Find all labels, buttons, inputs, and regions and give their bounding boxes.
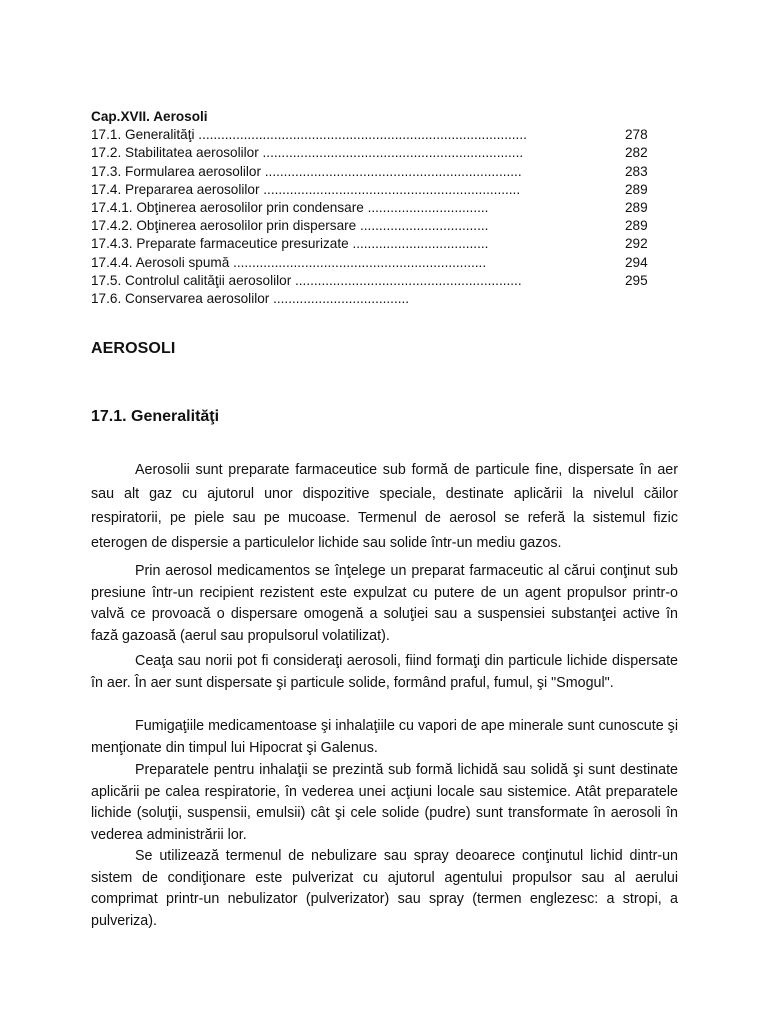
toc-entry-label: 17.4.1. Obţinerea aerosolilor prin condensare ................................ <box>91 199 489 215</box>
body-paragraph: Prin aerosol medicamentos se înţelege un preparat farmaceutic al cărui conţinut sub presiune într-un recipient rezistent este expulzat cu putere de un agent propulsor printr-o valvă ce provoacă o dispersare omogenă a soluţiei sau a suspensiei substanţei active în fază gazoasă (aerul sau propulsorul volatilizat). <box>91 563 678 644</box>
toc-entry-label: 17.4.3. Preparate farmaceutice presurizate .................................... <box>91 236 489 252</box>
toc-entry-label: 17.5. Controlul calităţii aerosolilor ............................................................ <box>91 272 522 288</box>
toc-entry-page: 283 <box>625 163 648 179</box>
toc-entry <box>91 290 661 308</box>
toc-entry <box>91 199 661 217</box>
body-paragraph: Fumigaţiile medicamentoase şi inhalaţiile cu vapori de ape minerale sunt cunoscute şi menţionate din timpul lui Hipocrat şi Galenus. <box>91 718 678 756</box>
toc-heading: Cap.XVII. Aerosoli <box>91 109 208 124</box>
toc-entry <box>91 126 661 144</box>
toc-entry-label: 17.4. Prepararea aerosolilor .................................................................... <box>91 181 521 197</box>
toc-entry-page: 278 <box>625 127 648 143</box>
toc-entry-label: 17.2. Stabilitatea aerosolilor ..................................................................... <box>91 145 524 161</box>
body-paragraph: Preparatele pentru inhalaţii se prezintă sub formă lichidă sau solidă şi sunt destinate aplicării pe calea respiratorie, în vederea unei acţiuni locale sau sistemice. Atât preparatele lichide (soluţii, suspensii, emulsii) cât şi cele solide (pudre) sunt transformate în aerosoli în vederea administrării lor. <box>91 762 678 843</box>
body-paragraph: Se utilizează termenul de nebulizare sau spray deoarece conţinutul lichid dintr-un sistem de condiţionare este pulverizat cu ajutorul agentului propulsor sau al aerului comprimat printr-un nebulizator (pulverizator) sau spray (termen englezesc: a stropi, a pulveriza). <box>91 848 678 929</box>
toc-entry-page: 289 <box>625 218 648 234</box>
toc-entry-page: 294 <box>625 254 648 270</box>
toc-entry-label: 17.4.2. Obţinerea aerosolilor prin dispersare .................................. <box>91 218 489 234</box>
body-paragraph: Aerosolii sunt preparate farmaceutice sub formă de particule fine, dispersate în aer sau alt gaz cu ajutorul unor dispozitive speciale, destinate aplicării la nivelul căilor respiratorii, pe piele sau pe mucoase. Termenul de aerosol se referă la sistemul fizic eterogen de dispersie a particulelor lichide sau solide într-un mediu gazos. <box>91 462 678 551</box>
toc-entry-page: 292 <box>625 236 648 252</box>
toc-entry-label: 17.1. Generalităţi ....................................................................................... <box>91 127 527 143</box>
toc-entry-label: 17.4.4. Aerosoli spumă ................................................................... <box>91 254 487 270</box>
toc-entry-page: 289 <box>625 199 648 215</box>
toc-entry <box>91 163 661 181</box>
toc-entry-page: 295 <box>625 272 648 288</box>
toc-entry-page: 289 <box>625 181 648 197</box>
table-of-contents <box>91 108 661 308</box>
toc-entry <box>91 235 661 253</box>
body-paragraph: Ceaţa sau norii pot fi consideraţi aerosoli, fiind formaţi din particule lichide dispersate în aer. În aer sunt dispersate şi particule solide, formând praful, fumul, şi "Smogul". <box>91 653 678 691</box>
toc-entry <box>91 254 661 272</box>
toc-entry-page: 282 <box>625 145 648 161</box>
toc-entry-label: 17.6. Conservarea aerosolilor .................................... <box>91 290 410 306</box>
chapter-title: AEROSOLI <box>91 340 176 357</box>
toc-entry <box>91 181 661 199</box>
section-title: 17.1. Generalităţi <box>91 408 220 425</box>
toc-entry <box>91 144 661 162</box>
toc-entry <box>91 217 661 235</box>
toc-entry <box>91 272 661 290</box>
toc-entry-label: 17.3. Formularea aerosolilor .................................................................... <box>91 163 522 179</box>
